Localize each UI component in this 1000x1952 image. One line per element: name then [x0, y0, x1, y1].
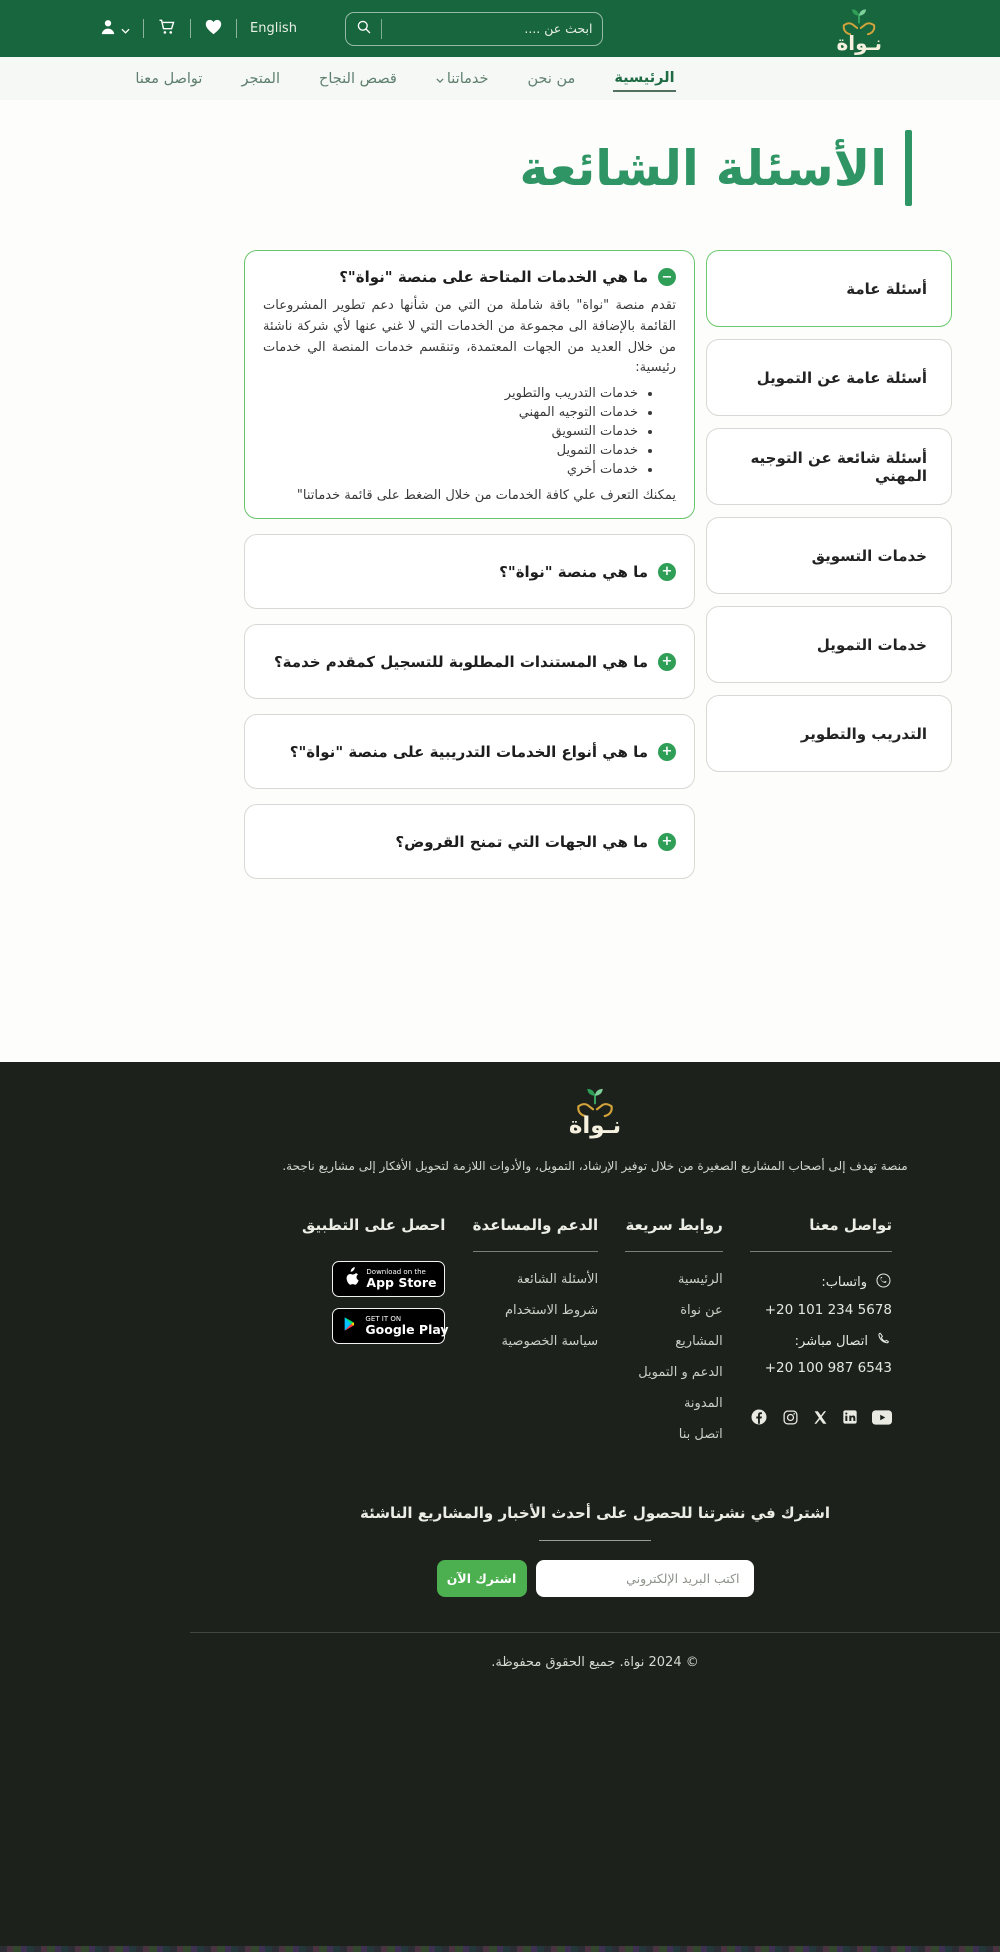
newsletter-title: اشترك في نشرتنا للحصول على أحدث الأخبار والمشاريع الناشئة [359, 1504, 831, 1523]
copyright-text: © 2024 نواة. جميع الحقوق محفوظة. [491, 1655, 699, 1671]
cart-icon[interactable] [157, 17, 177, 41]
social-links [750, 1408, 892, 1426]
expand-plus-icon[interactable]: + [658, 743, 676, 761]
category-training-development[interactable]: التدريب والتطوير [706, 695, 952, 772]
footer-tagline: منصة تهدف إلى أصحاب المشاريع الصغيرة من خلال توفير الإرشاد، التمويل، والأدوات اللازمة لتحويل الأفكار إلى مشاريع ناجحة. [282, 1159, 908, 1174]
footer-link-about[interactable]: عن نواة [680, 1303, 723, 1319]
nav-item-contact[interactable]: تواصل معنا [135, 70, 203, 87]
nav-item-success-stories[interactable]: قصص النجاح [319, 70, 397, 87]
expand-plus-icon[interactable]: + [658, 563, 676, 581]
top-header [0, 0, 1000, 57]
nav-item-services[interactable] [435, 67, 490, 91]
whatsapp-number[interactable]: +20 101 234 5678 [764, 1302, 892, 1319]
category-funding-general[interactable]: أسئلة عامة عن التمويل [706, 339, 952, 416]
nav-item-about[interactable]: من نحن [527, 70, 576, 87]
footer [0, 1062, 1000, 1952]
footer-column-title: احصل على التطبيق [302, 1216, 446, 1235]
divider [190, 19, 191, 38]
newsletter-form [190, 1560, 1000, 1597]
category-funding-services[interactable]: خدمات التمويل [706, 606, 952, 683]
bullet-item: • خدمات التوجيه المهني [263, 404, 638, 423]
collapse-minus-icon[interactable]: − [658, 268, 676, 286]
appstore-badge-caption: Download on the [366, 1268, 426, 1277]
logo[interactable] [836, 4, 882, 53]
faq-item-expanded [244, 250, 695, 519]
faq-answer-bullets [263, 385, 654, 479]
bullet-item: • خدمات أخري [263, 461, 638, 480]
search-divider [381, 19, 382, 39]
whatsapp-label: واتساب: [821, 1275, 867, 1291]
faq-answer-note: يمكنك التعرف علي كافة الخدمات من خلال الضغط على قائمة خدماتنا" [296, 488, 676, 504]
faq-item[interactable] [244, 804, 695, 879]
googleplay-badge-caption: GET IT ON [365, 1315, 402, 1324]
facebook-icon[interactable] [750, 1408, 768, 1426]
nav-item-home[interactable]: الرئيسية [613, 66, 675, 92]
category-marketing-services[interactable]: خدمات التسويق [706, 517, 952, 594]
page-title: الأسئلة الشائعة [519, 139, 887, 197]
footer-link-projects[interactable]: المشاريع [675, 1334, 723, 1350]
title-accent-bar [905, 130, 912, 206]
appstore-badge-label: App Store [366, 1275, 437, 1291]
linkedin-icon[interactable] [842, 1409, 858, 1425]
bullet-item: • خدمات التدريب والتطوير [263, 385, 638, 404]
footer-quicklinks-column [625, 1216, 722, 1458]
footer-column-title: تواصل معنا [809, 1216, 892, 1235]
footer-support-column [473, 1216, 599, 1458]
column-rule [473, 1251, 599, 1252]
search-input[interactable] [391, 21, 592, 36]
newsletter-subscribe-button[interactable]: اشترك الآن [437, 1560, 527, 1597]
googleplay-badge-label: Google Play [365, 1322, 449, 1338]
screenshot-edge-artifact [0, 1946, 1000, 1952]
nav-item-store[interactable]: المتجر [241, 70, 281, 87]
x-twitter-icon[interactable] [813, 1410, 828, 1425]
faq-list [244, 250, 695, 879]
footer-column-title: الدعم والمساعدة [472, 1216, 599, 1235]
faq-question: ما هي أنواع الخدمات التدريبية على منصة "نواة"؟ [289, 742, 648, 761]
language-switcher[interactable]: English [250, 21, 297, 36]
search-box[interactable] [345, 12, 603, 46]
footer-link-support-funding[interactable]: الدعم و التمويل [638, 1365, 723, 1381]
faq-answer-text: تقدم منصة "نواة" باقة شاملة من التي من شأنها دعم تطوير المشروعات القائمة بالإضافة الى مجموعة من الخدمات التي لا غني عنها لأي شركة ناشئة من خلال العديد من الجهات المعتمدة، وتنقسم خدمات المنصة الي خدمات رئيسية: [263, 298, 676, 376]
page-title-row [244, 130, 952, 206]
direct-call-line[interactable] [750, 1331, 892, 1351]
newsletter-rule [539, 1540, 651, 1541]
whatsapp-line[interactable] [750, 1272, 892, 1293]
youtube-icon[interactable] [872, 1410, 892, 1425]
whatsapp-icon [875, 1272, 892, 1293]
logo-wordmark: نـواة [836, 31, 882, 55]
logo-wordmark: نـواة [568, 1113, 622, 1140]
category-career-guidance[interactable]: أسئلة شائعة عن التوجيه المهني [706, 428, 952, 505]
direct-call-number[interactable]: +20 100 987 6543 [764, 1360, 892, 1377]
faq-question: ما هي المستندات المطلوبة للتسجيل كمقدم خدمة؟ [273, 652, 648, 671]
footer-logo[interactable] [190, 1083, 1000, 1138]
footer-contact-column [750, 1216, 892, 1458]
expand-plus-icon[interactable]: + [658, 653, 676, 671]
chevron-down-icon [436, 71, 444, 87]
category-general[interactable]: أسئلة عامة [706, 250, 952, 327]
faq-item[interactable] [244, 624, 695, 699]
user-icon [98, 17, 118, 41]
newsletter-email-input[interactable] [536, 1560, 754, 1597]
divider [236, 19, 237, 38]
faq-question: ما هي الخدمات المتاحة على منصة "نواة"؟ [339, 268, 648, 286]
direct-call-label: اتصال مباشر: [794, 1333, 868, 1349]
chevron-down-icon [121, 19, 130, 38]
footer-link-home[interactable]: الرئيسية [677, 1272, 723, 1288]
footer-column-title: روابط سريعة [625, 1216, 723, 1235]
footer-link-blog[interactable]: المدونة [683, 1396, 723, 1412]
footer-link-privacy[interactable]: سياسة الخصوصية [501, 1334, 599, 1350]
googleplay-icon [342, 1315, 358, 1337]
nav-item-services-label: خدماتنا [446, 70, 489, 87]
header-utility-icons [98, 17, 297, 41]
faq-item[interactable] [244, 714, 695, 789]
footer-link-faq[interactable]: الأسئلة الشائعة [516, 1272, 599, 1288]
footer-app-column [302, 1216, 449, 1458]
faq-question: ما هي الجهات التي تمنح القروض؟ [395, 832, 648, 851]
account-menu[interactable] [98, 17, 130, 41]
appstore-badge[interactable] [332, 1261, 445, 1297]
apple-icon [342, 1267, 359, 1291]
divider [143, 19, 144, 38]
main-content [244, 130, 952, 879]
instagram-icon[interactable] [782, 1409, 799, 1426]
faq-question: ما هي منصة "نواة"؟ [499, 562, 648, 581]
footer-link-contact[interactable]: اتصل بنا [678, 1427, 723, 1443]
faq-question-header[interactable] [263, 268, 676, 286]
newsletter-section [190, 1504, 1000, 1597]
footer-link-terms[interactable]: شروط الاستخدام [504, 1303, 599, 1319]
bullet-item: • خدمات التسويق [263, 423, 638, 442]
googleplay-badge[interactable] [332, 1308, 449, 1344]
expand-plus-icon[interactable]: + [658, 833, 676, 851]
column-rule [750, 1251, 892, 1252]
phone-icon [876, 1331, 892, 1351]
search-icon[interactable] [356, 19, 372, 39]
main-nav [0, 57, 1000, 100]
faq-item[interactable] [244, 534, 695, 609]
wishlist-heart-icon[interactable] [204, 18, 223, 39]
bullet-item: • خدمات التمويل [263, 442, 638, 461]
faq-category-list [706, 250, 952, 772]
column-rule [625, 1251, 722, 1252]
